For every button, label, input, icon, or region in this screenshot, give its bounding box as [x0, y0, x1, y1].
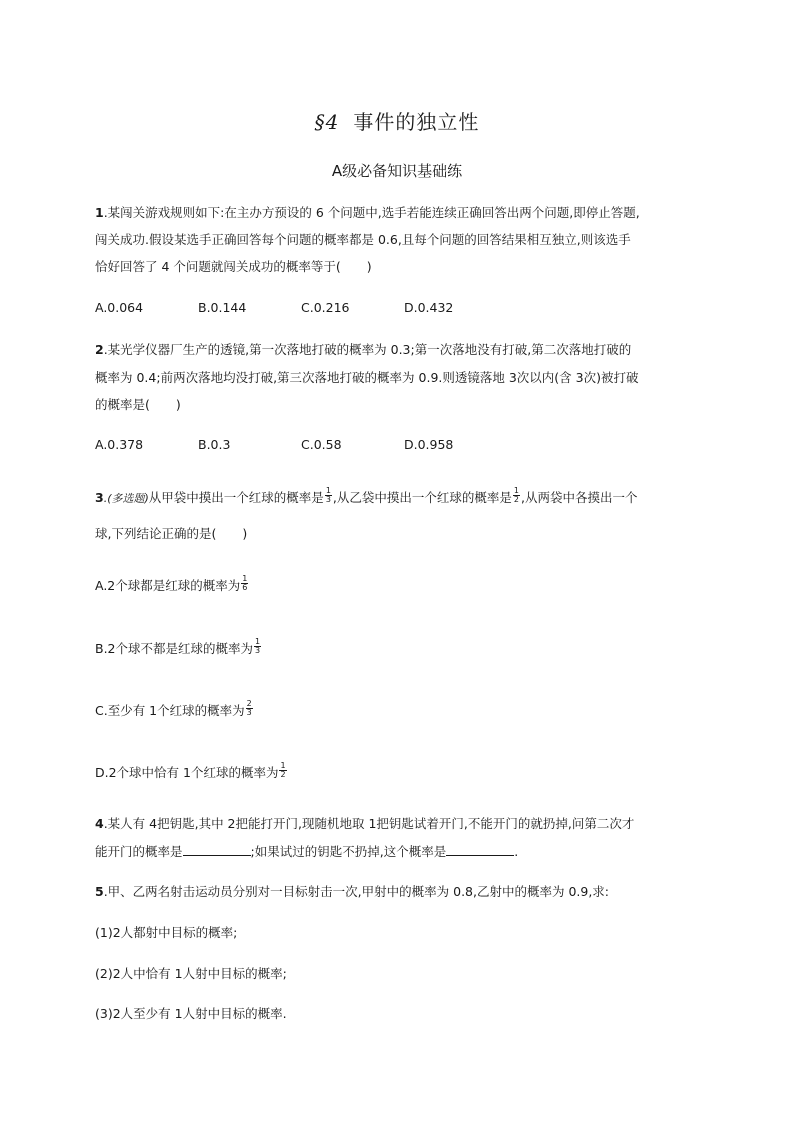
q3-option-c-frac: $\frac{2}{3}$ [246, 699, 252, 717]
q2-option-b: B.0.3 [198, 437, 231, 452]
q3-number: 3 [95, 490, 104, 505]
q3-line1 [95, 486, 638, 507]
q3-text-c: ,从两袋中各摸出一个 [520, 490, 638, 505]
q2-number: 2 [95, 342, 104, 357]
q1-number: 1 [95, 205, 104, 220]
section-number: §4 [314, 110, 340, 134]
q4-answer-blank-2[interactable] [446, 843, 514, 856]
q4-number: 4 [95, 816, 104, 831]
q5-line1 [95, 884, 609, 900]
section-title: 事件的独立性 [353, 110, 480, 134]
q3-option-a: A.2个球都是红球的概率为 $\frac{1}{6}$ [95, 574, 248, 593]
q1-line1 [95, 205, 640, 221]
q3-option-d-frac: $\frac{1}{2}$ [280, 761, 286, 779]
q2-option-c: C.0.58 [301, 437, 342, 452]
q3-text-a: 从甲袋中摸出一个红球的概率是 [148, 490, 324, 505]
q2-text3: 的概率是( [95, 397, 150, 412]
q5-part-2: (2)2人中恰有 1人射中目标的概率; [95, 966, 287, 981]
q1-option-b: B.0.144 [198, 300, 247, 315]
q3-option-d: D.2个球中恰有 1个红球的概率为 $\frac{1}{2}$ [95, 761, 286, 780]
q1-option-a: A.0.064 [95, 300, 144, 315]
q3-option-b: B.2个球不都是红球的概率为 $\frac{1}{3}$ [95, 637, 261, 656]
q1-line3 [95, 259, 372, 275]
q4-answer-blank-1[interactable] [183, 843, 251, 856]
q2-line3 [95, 397, 181, 413]
q3-option-a-frac: $\frac{1}{6}$ [242, 574, 248, 592]
q3-paren-close: ) [242, 526, 248, 541]
q3-option-b-frac: $\frac{1}{3}$ [255, 637, 261, 655]
q3-frac-a: $\frac{1}{3}$ [325, 486, 331, 504]
q3-text2: 球,下列结论正确的是( [95, 526, 217, 541]
q3-text-b: ,从乙袋中摸出一个红球的概率是 [332, 490, 512, 505]
q2-line2: 概率为 0.4;前两次落地均没打破,第三次落地打破的概率为 0.9.则透镜落地 3次以内(含 3次)被打破 [95, 370, 639, 385]
q3-frac-b: $\frac{1}{2}$ [513, 486, 519, 504]
q5-part-1: (1)2人都射中目标的概率; [95, 925, 238, 940]
q4-line1 [95, 816, 634, 832]
q2-options [95, 437, 507, 453]
q5-number: 5 [95, 884, 104, 899]
q1-text3: 恰好回答了 4 个问题就闯关成功的概率等于( [95, 259, 341, 274]
q2-option-a: A.0.378 [95, 437, 144, 452]
q5-part-3: (3)2人至少有 1人射中目标的概率. [95, 1006, 287, 1021]
q2-line1 [95, 342, 631, 358]
q1-option-c: C.0.216 [301, 300, 350, 315]
q2-option-d: D.0.958 [404, 437, 454, 452]
q3-line2 [95, 526, 247, 542]
q1-line2: 闯关成功.假设某选手正确回答每个问题的概率都是 0.6,且每个问题的回答结果相互独立,则该选手 [95, 232, 631, 247]
q3-option-c: C.至少有 1个红球的概率为 $\frac{2}{3}$ [95, 699, 252, 718]
level-heading: A级必备知识基础练 [331, 162, 463, 180]
q1-option-d: D.0.432 [404, 300, 454, 315]
q2-paren-close: ) [175, 397, 181, 412]
q1-paren-close: ) [366, 259, 372, 274]
q3-tag: .(多选题) [103, 492, 149, 505]
q5-text1: .甲、乙两名射击运动员分别对一目标射击一次,甲射中的概率为 0.8,乙射中的概率为 0.9,求: [103, 884, 610, 899]
page-title [0, 106, 794, 135]
q1-options [95, 300, 507, 316]
q2-text1: .某光学仪器厂生产的透镜,第一次落地打破的概率为 0.3;第一次落地没有打破,第二次落地打破的 [103, 342, 632, 357]
q4-text1: .某人有 4把钥匙,其中 2把能打开门,现随机地取 1把钥匙试着开门,不能开门的就扔掉,问第二次才 [103, 816, 635, 831]
q1-text1: .某闯关游戏规则如下:在主办方预设的 6 个问题中,选手若能连续正确回答出两个问题,即停止答题, [103, 205, 640, 220]
q4-line2: 能开门的概率是 ;如果试过的钥匙不扔掉,这个概率是 . [95, 844, 519, 859]
